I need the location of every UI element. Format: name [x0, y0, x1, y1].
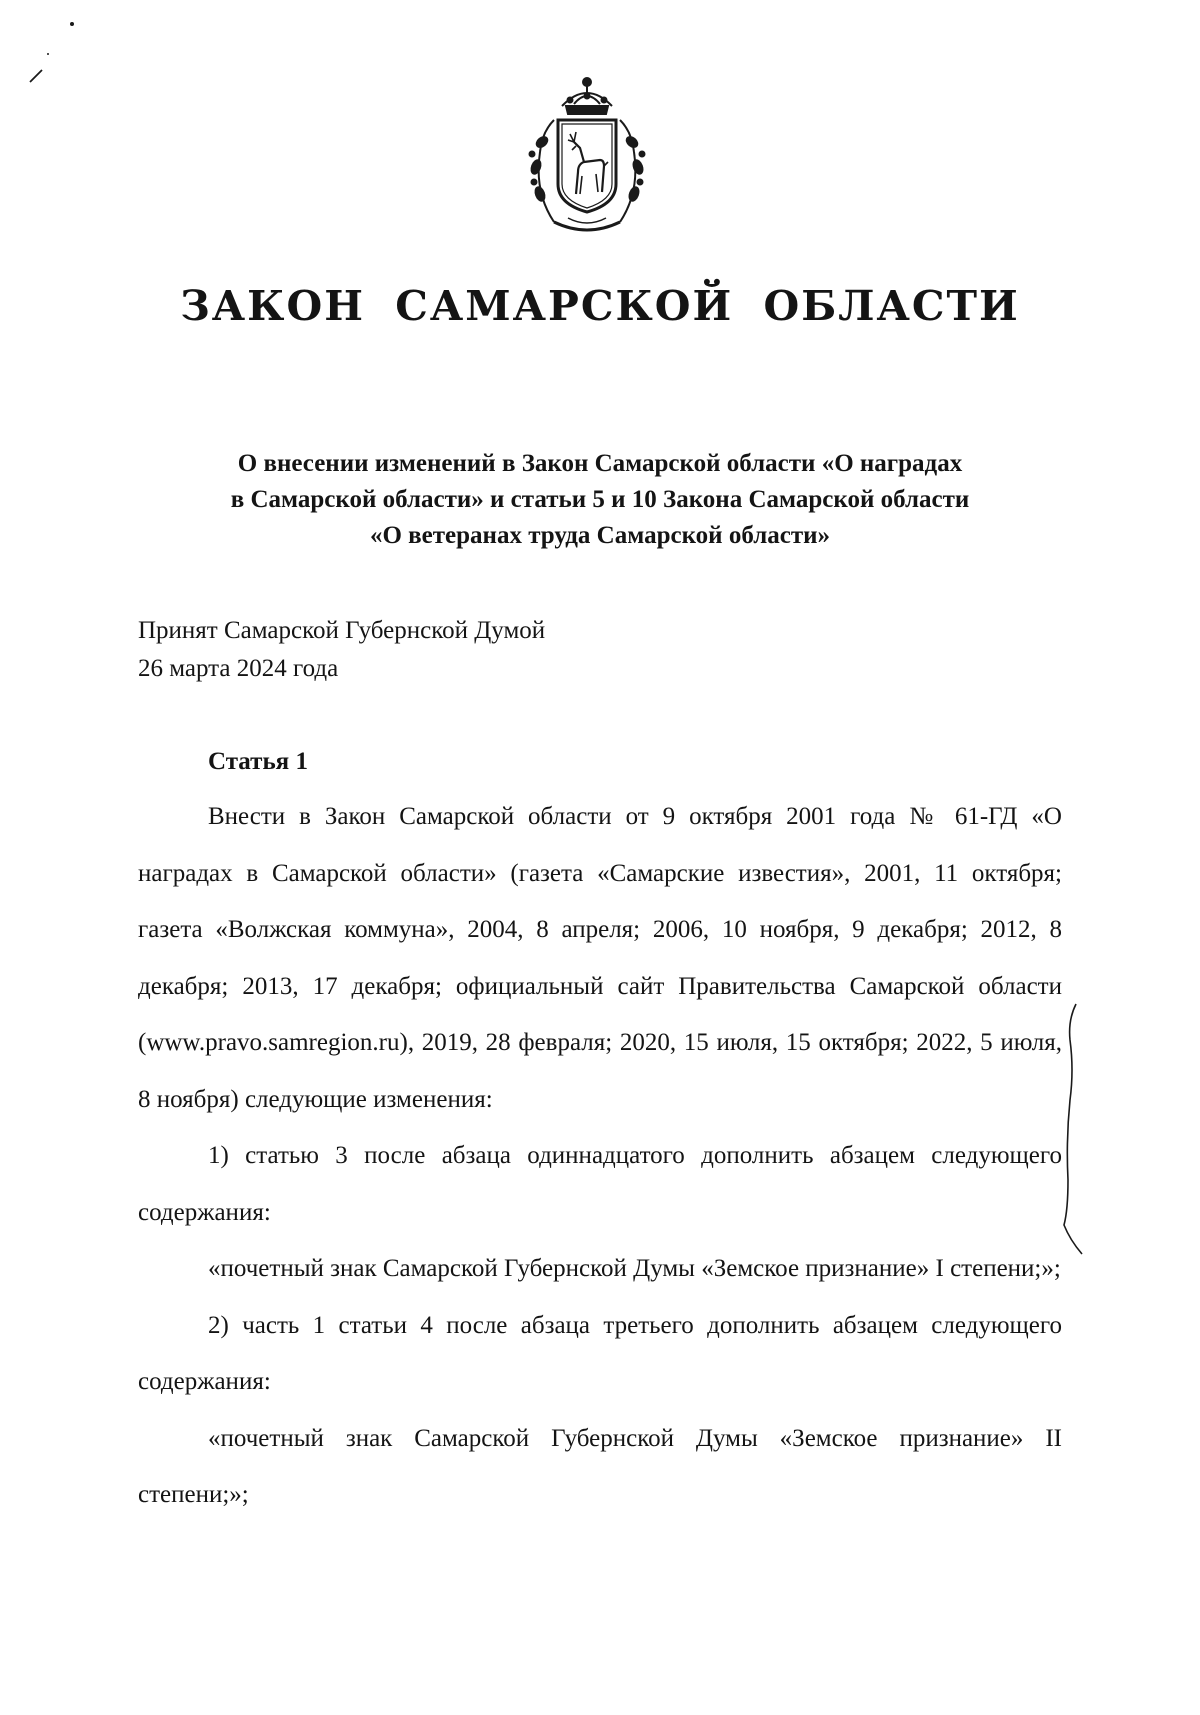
- subject-line: О внесении изменений в Закон Самарской области «О наградах: [237, 450, 963, 477]
- paragraph: 1) статью 3 после абзаца одиннадцатого дополнить абзацем следующего содержания:: [138, 1142, 1062, 1226]
- paragraph: 2) часть 1 статьи 4 после абзаца третьего дополнить абзацем следующего содержания:: [138, 1311, 1062, 1395]
- adoption-body: Принят Самарской Губернской Думой: [138, 617, 546, 644]
- paragraph: Внести в Закон Самарской области от 9 октября 2001 года № 61-ГД «О наградах в Самарской области» (газета «Самарские известия», 2001, 11 октября; газета «Волжская коммуна», 2004, 8 апреля; 2006, 10 ноября, 9 декабря; 2012, 8 декабря; 2013, 17 декабря; официальный сайт Правительства Самарской области (www.pravo.samregion.ru), 2019, 28 февраля; 2020, 15 июля, 15 октября; 2022, 5 июля, 8 ноября) следующие изменения:: [138, 803, 1062, 1113]
- scan-speck-mark: [20, 10, 80, 90]
- article-heading: Статья 1: [208, 748, 308, 775]
- subject-line: «О ветеранах труда Самарской области»: [369, 522, 831, 549]
- subject-line: в Самарской области» и статьи 5 и 10 Закона Самарской области: [230, 486, 970, 513]
- coat-of-arms-icon: [514, 72, 660, 240]
- adoption-date: 26 марта 2024 года: [138, 655, 339, 682]
- adoption-note: [138, 612, 545, 688]
- law-subject: [100, 446, 1100, 554]
- paragraph: «почетный знак Самарской Губернской Думы «Земское признание» I степени;»;: [208, 1255, 1061, 1282]
- paragraph: «почетный знак Самарской Губернской Думы «Земское признание» II степени;»;: [138, 1424, 1062, 1508]
- law-title: ЗАКОН САМАРСКОЙ ОБЛАСТИ: [180, 282, 1020, 330]
- article-body: [138, 789, 1062, 1524]
- margin-bracket-mark: [1040, 1000, 1090, 1300]
